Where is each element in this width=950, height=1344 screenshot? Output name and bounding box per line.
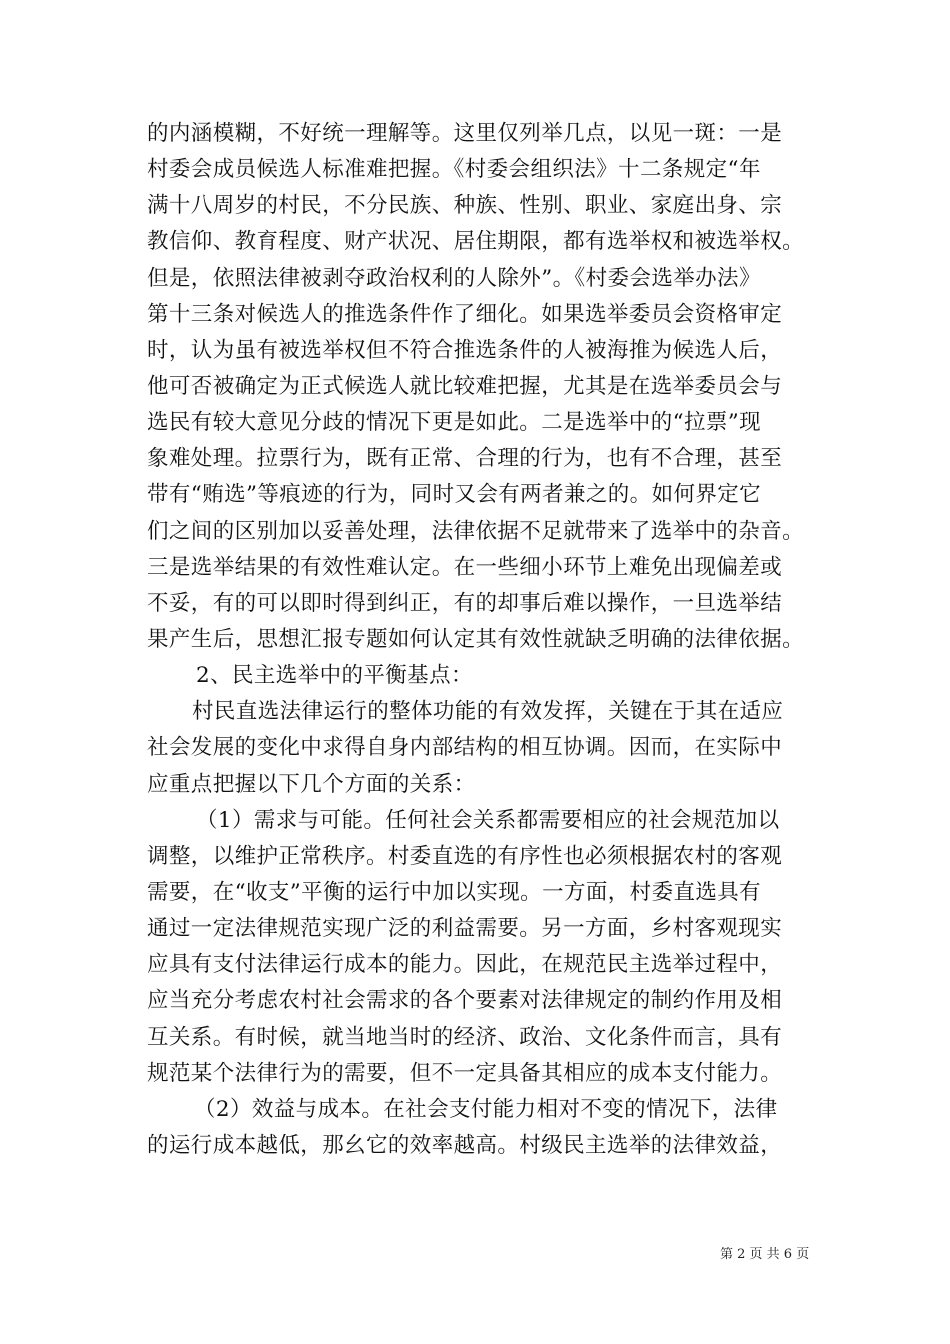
text-line: 不妥，有的可以即时得到纠正，有的却事后难以操作，一旦选举结 [147,591,783,616]
text-line: 的内涵模糊，不好统一理解等。这里仅列举几点，以见一斑：一是 [147,121,783,146]
text-line: 第十三条对候选人的推选条件作了细化。如果选举委员会资格审定 [147,302,783,327]
subsection-heading: （1）需求与可能。任何社会关系都需要相应的社会规范加以 [196,808,780,833]
text-line: 应具有支付法律运行成本的能力。因此，在规范民主选举过程中， [147,952,783,977]
text-line: 三是选举结果的有效性难认定。在一些细小环节上难免出现偏差或 [147,555,783,580]
text-line: 但是，依照法律被剥夺政治权利的人除外”。《村委会选举办法》 [147,266,761,291]
text-line: 村委会成员候选人标准难把握。《村委会组织法》十二条规定“年 [147,157,761,182]
text-line: 互关系。有时候，就当地当时的经济、政治、文化条件而言，具有 [147,1025,783,1050]
text-line: 象难处理。拉票行为，既有正常、合理的行为，也有不合理，甚至 [147,446,783,471]
text-line: 满十八周岁的村民，不分民族、种族、性别、职业、家庭出身、宗 [147,193,783,218]
text-line: 时，认为虽有被选举权但不符合推选条件的人被海推为候选人后， [147,338,783,363]
subsection-heading: （2）效益与成本。在社会支付能力相对不变的情况下，法律 [194,1097,778,1122]
text-line: 应重点把握以下几个方面的关系： [147,772,476,797]
text-line: 他可否被确定为正式候选人就比较难把握，尤其是在选举委员会与 [147,374,783,399]
text-line: 应当充分考虑农村社会需求的各个要素对法律规定的制约作用及相 [147,988,783,1013]
text-line: 的运行成本越低，那幺它的效率越高。村级民主选举的法律效益， [147,1133,783,1158]
text-line: 需要，在“收支”平衡的运行中加以实现。一方面，村委直选具有 [147,880,762,905]
text-line: 教信仰、教育程度、财产状况、居住期限，都有选举权和被选举权。 [147,229,805,254]
text-line: 们之间的区别加以妥善处理，法律依据不足就带来了选举中的杂音。 [147,519,805,544]
text-line: 果产生后，思想汇报专题如何认定其有效性就缺乏明确的法律依据。 [147,627,805,652]
text-line: 调整，以维护正常秩序。村委直选的有序性也必须根据农村的客观 [147,844,783,869]
text-line: 通过一定法律规范实现广泛的利益需要。另一方面，乡村客观现实 [147,916,783,941]
text-line: 社会发展的变化中求得自身内部结构的相互协调。因而，在实际中 [147,735,783,760]
text-line: 选民有较大意见分歧的情况下更是如此。二是选举中的“拉票”现 [147,410,762,435]
text-line: 村民直选法律运行的整体功能的有效发挥，关键在于其在适应 [192,699,784,724]
text-line: 带有“贿选”等痕迹的行为，同时又会有两者兼之的。如何界定它 [147,482,762,507]
section-heading: 2、民主选举中的平衡基点： [196,663,473,688]
text-line: 规范某个法律行为的需要，但不一定具备其相应的成本支付能力。 [147,1061,783,1086]
page-number-footer: 第 2 页 共 6 页 [720,1247,810,1262]
